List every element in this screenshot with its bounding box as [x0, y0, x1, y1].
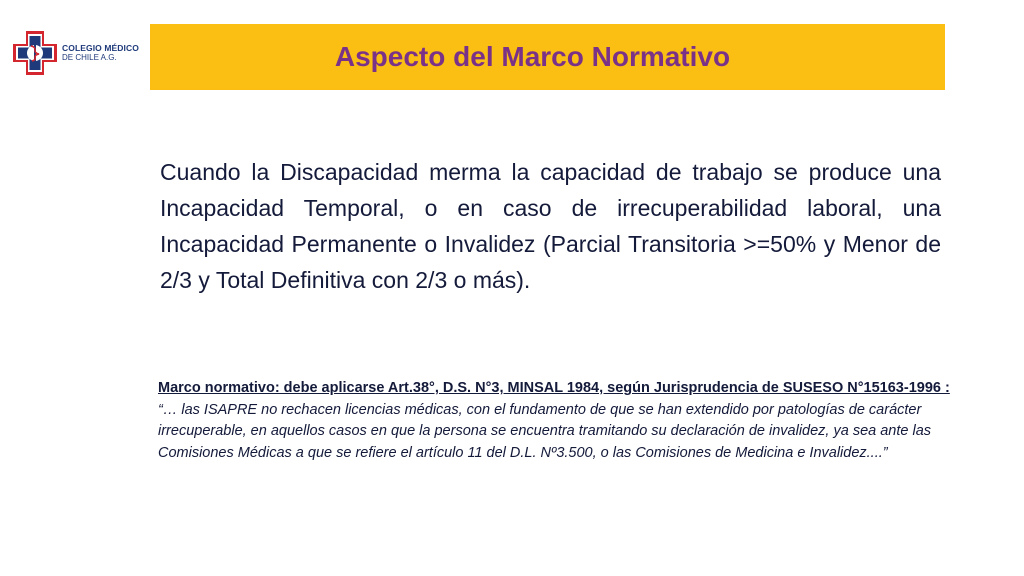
legal-reference [158, 378, 973, 464]
colegio-medico-logo [12, 28, 152, 78]
slide-title: Aspecto del Marco Normativo [334, 41, 731, 72]
reference-heading: Marco normativo: debe aplicarse Art.38°, D.S. N°3, MINSAL 1984, según Jurisprudencia de SUSESO N°15163-1996 : [158, 380, 950, 396]
logo-wordmark [62, 43, 139, 63]
logo-line-1: COLEGIO MÉDICO [62, 43, 139, 53]
logo-line-2: DE CHILE A.G. [62, 53, 117, 62]
title-banner [150, 24, 945, 90]
reference-quote: “… las ISAPRE no rechacen licencias médicas, con el fundamento de que se han extendido por patologías de carácter irrecuperable, en aquellos casos en que la persona se encuentra tramitando su declaración de invalidez, ya sea ante las Comisiones Médicas a que se refiere el artículo 11 del D.L. Nº3.500, o las Comisiones de Medicina e Invalidez....” [158, 401, 932, 461]
main-paragraph: Cuando la Discapacidad merma la capacidad de trabajo se produce una Incapacidad Temporal, o en caso de irrecuperabilidad laboral, una Incapacidad Permanente o Invalidez (Parcial Transitoria >=50% y Menor de 2/3 y Total Definitiva con 2/3 o más). [160, 159, 941, 293]
medical-emblem-icon [12, 30, 58, 76]
